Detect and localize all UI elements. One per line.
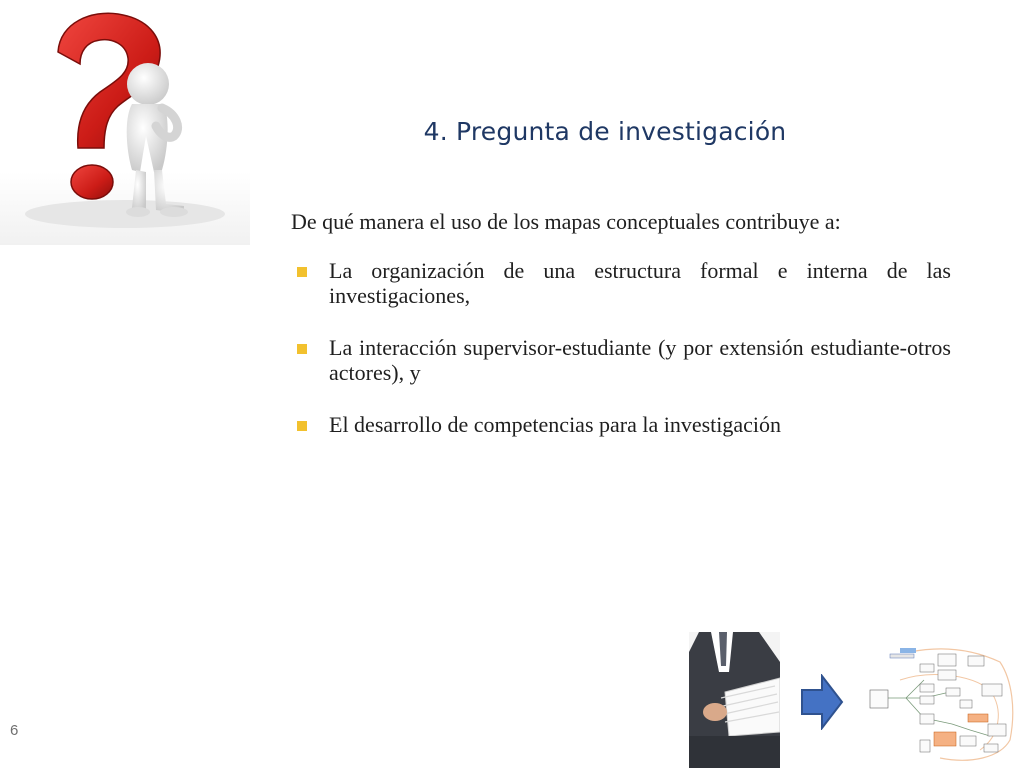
- bullet-square-icon: [297, 421, 307, 431]
- bullet-item: [291, 335, 951, 385]
- page-number: 6: [10, 722, 19, 739]
- person-reading-documents-photo: [689, 632, 780, 768]
- bullet-item: [291, 258, 951, 308]
- slide-title: 4. Pregunta de investigación: [423, 117, 787, 146]
- bullet-text: El desarrollo de competencias para la investigación: [329, 412, 782, 437]
- bullet-text: La organización de una estructura formal e interna de las investigaciones,: [329, 258, 951, 308]
- bullet-item: [291, 412, 951, 437]
- bullet-square-icon: [297, 344, 307, 354]
- bullet-text: La interacción supervisor-estudiante (y por extensión estudiante-otros actores), y: [329, 335, 951, 385]
- bullet-square-icon: [297, 267, 307, 277]
- question-mark-figure-illustration: [0, 0, 250, 245]
- photo-graphic: [689, 632, 780, 768]
- question-mark-figure-graphic: [0, 0, 250, 245]
- intro-text: De qué manera el uso de los mapas conceptuales contribuye a:: [291, 209, 841, 234]
- right-arrow-icon: [800, 674, 844, 730]
- bullet-list: [291, 258, 951, 464]
- concept-map-diagram-thumbnail: [860, 640, 1020, 768]
